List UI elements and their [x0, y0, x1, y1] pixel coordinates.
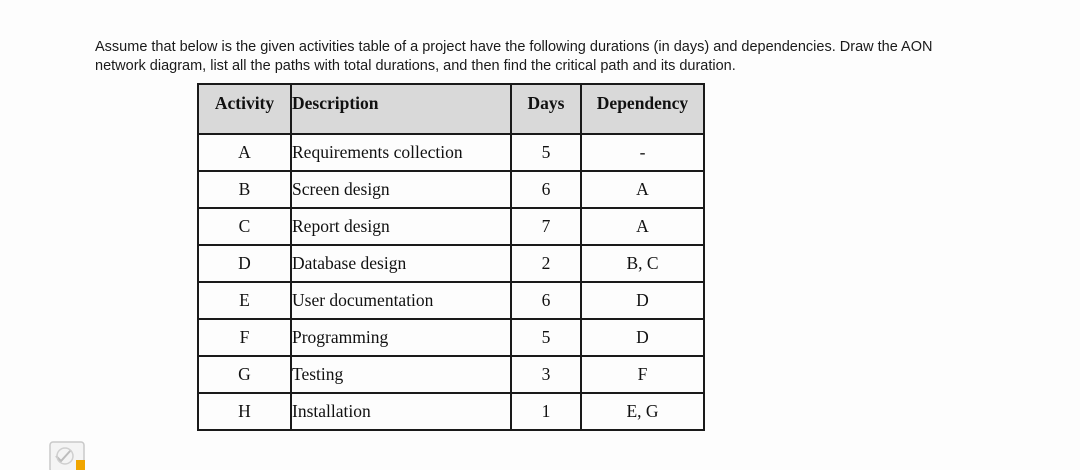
question-text — [95, 38, 1055, 76]
question-line-2: network diagram, list all the paths with total durations, and then find the critical path and its duration. — [95, 58, 736, 74]
description-cell: Database design — [291, 245, 511, 282]
dependency-cell: A — [581, 208, 704, 245]
table-row — [198, 393, 704, 430]
activity-cell: B — [198, 171, 291, 208]
dependency-cell: A — [581, 171, 704, 208]
dependency-cell: - — [581, 134, 704, 171]
description-cell: User documentation — [291, 282, 511, 319]
dependency-cell: D — [581, 319, 704, 356]
dependency-cell: D — [581, 282, 704, 319]
days-cell: 5 — [511, 134, 581, 171]
description-cell: Installation — [291, 393, 511, 430]
activity-cell: A — [198, 134, 291, 171]
description-cell: Testing — [291, 356, 511, 393]
dependency-cell: F — [581, 356, 704, 393]
header-dependency: Dependency — [581, 84, 704, 134]
description-cell: Programming — [291, 319, 511, 356]
description-cell: Report design — [291, 208, 511, 245]
question-line-1: Assume that below is the given activities table of a project have the following durations (in days) and dependencies. Draw the AON — [95, 39, 933, 55]
description-cell: Requirements collection — [291, 134, 511, 171]
days-cell: 5 — [511, 319, 581, 356]
table-header-row — [198, 84, 704, 134]
activity-cell: C — [198, 208, 291, 245]
activities-table — [197, 83, 705, 431]
table-row — [198, 208, 704, 245]
table-row — [198, 171, 704, 208]
header-activity: Activity — [198, 84, 291, 134]
table-row — [198, 356, 704, 393]
days-cell: 7 — [511, 208, 581, 245]
table-row — [198, 134, 704, 171]
dependency-cell: B, C — [581, 245, 704, 282]
activity-cell: F — [198, 319, 291, 356]
header-description: Description — [291, 84, 511, 134]
checklist-icon[interactable] — [48, 440, 90, 470]
dependency-cell: E, G — [581, 393, 704, 430]
activity-cell: D — [198, 245, 291, 282]
activity-cell: E — [198, 282, 291, 319]
days-cell: 6 — [511, 171, 581, 208]
table-row — [198, 319, 704, 356]
table-row — [198, 282, 704, 319]
days-cell: 6 — [511, 282, 581, 319]
table-row — [198, 245, 704, 282]
description-cell: Screen design — [291, 171, 511, 208]
days-cell: 2 — [511, 245, 581, 282]
activity-cell: H — [198, 393, 291, 430]
days-cell: 1 — [511, 393, 581, 430]
days-cell: 3 — [511, 356, 581, 393]
header-days: Days — [511, 84, 581, 134]
activity-cell: G — [198, 356, 291, 393]
